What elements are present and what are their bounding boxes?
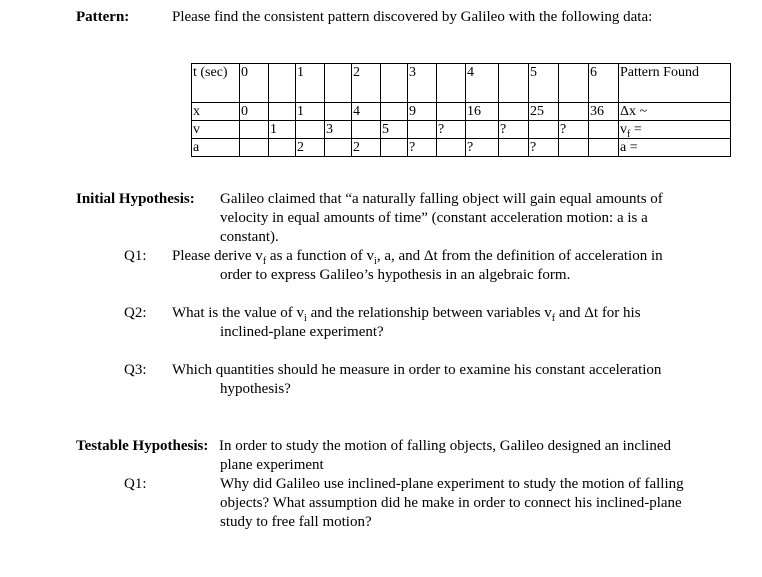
table-cell [499, 64, 529, 103]
table-cell [437, 139, 466, 157]
table-cell [408, 121, 437, 139]
question-3-label: Q3: [124, 362, 147, 378]
q2-line2: inclined-plane experiment? [220, 324, 384, 340]
table-cell: 9 [408, 103, 437, 121]
galileo-data-table [191, 63, 731, 157]
table-cell: 2 [352, 139, 381, 157]
q3-line2: hypothesis? [220, 381, 291, 397]
testable-line2: plane experiment [220, 457, 324, 473]
table-cell: 3 [408, 64, 437, 103]
table-cell [529, 121, 559, 139]
question-2-label: Q2: [124, 305, 147, 321]
table-cell: ? [466, 139, 499, 157]
table-cell [589, 139, 619, 157]
table-cell: v [192, 121, 240, 139]
testable-hypothesis-label: Testable Hypothesis: [76, 438, 209, 454]
table-row [192, 139, 731, 157]
table-cell: 2 [296, 139, 325, 157]
table-cell [269, 139, 296, 157]
table-cell: a = [619, 139, 731, 157]
table-cell: Pattern Found [619, 64, 731, 103]
table-cell [559, 64, 589, 103]
table-cell [437, 103, 466, 121]
table-cell: 5 [529, 64, 559, 103]
question-1-text [172, 247, 712, 285]
testable-hypothesis-text [76, 437, 706, 475]
table-cell [499, 139, 529, 157]
question-1-label: Q1: [124, 248, 147, 264]
table-cell: 5 [381, 121, 408, 139]
table-cell [269, 64, 296, 103]
testable-line1: In order to study the motion of falling objects, Galileo designed an inclined [219, 438, 671, 454]
q3-line1: Which quantities should he measure in order to examine his constant acceleration [172, 362, 662, 378]
table-cell: 25 [529, 103, 559, 121]
table-cell: Δx ~ [619, 103, 731, 121]
table-cell [352, 121, 381, 139]
q1-line1: Please derive $v_f$ as a function of $v_i$, a, and Δt from the definition of acceleration in [172, 248, 663, 267]
table-cell [589, 121, 619, 139]
table-cell: $v_f$ = [619, 121, 731, 139]
initial-hypothesis-text: Galileo claimed that “a naturally falling object will gain equal amounts of velocity in equal amounts of time” (constant acceleration motion: a is a constant). [220, 191, 663, 245]
table-cell: t (sec) [192, 64, 240, 103]
table-cell [296, 121, 325, 139]
table-cell: ? [559, 121, 589, 139]
table-cell: 4 [352, 103, 381, 121]
q1-line2: order to express Galileo’s hypothesis in an algebraic form. [220, 267, 571, 283]
table-cell: 1 [296, 64, 325, 103]
table-cell: 1 [269, 121, 296, 139]
table-cell: 16 [466, 103, 499, 121]
table-cell [437, 64, 466, 103]
table-cell: 0 [240, 64, 269, 103]
testable-question-text: Why did Galileo use inclined-plane experiment to study the motion of falling objects? What assumption did he make in order to connect his inclined-plane study to free fall motion? [220, 476, 684, 530]
table-cell: ? [529, 139, 559, 157]
table-cell [240, 139, 269, 157]
pattern-prompt: Please find the consistent pattern discovered by Galileo with the following data: [172, 9, 653, 25]
q2-line1: What is the value of $v_i$ and the relationship between variables $v_f$ and Δt for his [172, 305, 641, 324]
table-cell [381, 103, 408, 121]
table-cell: ? [408, 139, 437, 157]
pattern-label: Pattern: [76, 9, 130, 25]
table-cell [269, 103, 296, 121]
table-cell [381, 64, 408, 103]
table-cell [559, 103, 589, 121]
table-cell: ? [437, 121, 466, 139]
testable-question-label: Q1: [124, 476, 147, 492]
table-cell [559, 139, 589, 157]
table-cell: 0 [240, 103, 269, 121]
table-cell [381, 139, 408, 157]
table-cell: ? [499, 121, 529, 139]
table-cell: 1 [296, 103, 325, 121]
table-cell: 36 [589, 103, 619, 121]
initial-hypothesis-label: Initial Hypothesis: [76, 191, 195, 207]
table-row [192, 121, 731, 139]
table-row [192, 64, 731, 103]
table-cell [325, 103, 352, 121]
table-row [192, 103, 731, 121]
table-cell: 3 [325, 121, 352, 139]
table-cell: a [192, 139, 240, 157]
table-cell [499, 103, 529, 121]
question-2-text [172, 304, 712, 342]
table-cell: 6 [589, 64, 619, 103]
table-cell [466, 121, 499, 139]
table-cell: 4 [466, 64, 499, 103]
table-cell [325, 139, 352, 157]
table-cell [325, 64, 352, 103]
table-cell [240, 121, 269, 139]
table-cell: x [192, 103, 240, 121]
question-3-text [172, 361, 712, 399]
table-cell: 2 [352, 64, 381, 103]
